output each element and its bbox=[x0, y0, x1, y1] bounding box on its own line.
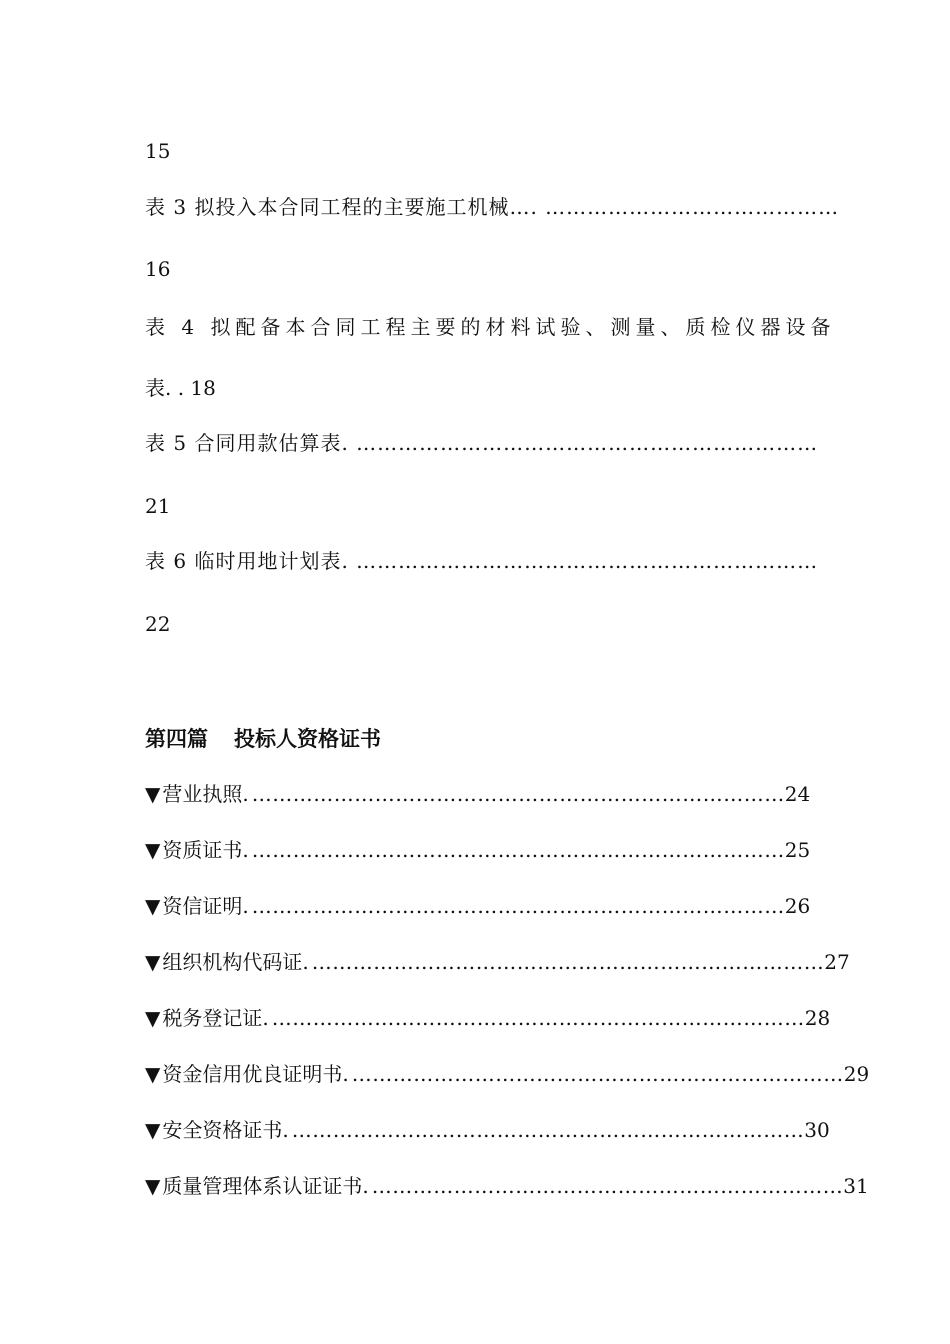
toc-page-number: 26 bbox=[784, 894, 811, 918]
toc-entry-qualification-certificate bbox=[145, 836, 811, 864]
toc-entry-label: ▼ 质量管理体系认证证书. bbox=[145, 1174, 369, 1198]
toc-entry-label: 表 5 合同用款估算表. bbox=[145, 431, 357, 455]
section-heading-title: 投标人资格证书 bbox=[234, 726, 381, 751]
toc-entry-business-license bbox=[145, 780, 811, 808]
toc-page-number: 31 bbox=[843, 1174, 869, 1198]
toc-leader-dots: ………………………………………………………… bbox=[356, 549, 819, 573]
toc-entry-label: ▼ 安全资格证书. bbox=[145, 1118, 289, 1142]
triangle-down-icon: ▼ bbox=[145, 782, 161, 806]
toc-page-number: 15 bbox=[145, 139, 171, 163]
toc-page-number: 22 bbox=[145, 612, 171, 636]
toc-entry-label: ▼ 组织机构代码证. bbox=[145, 950, 309, 974]
toc-entry-label: ▼ 资金信用优良证明书. bbox=[145, 1062, 349, 1086]
triangle-down-icon: ▼ bbox=[145, 1174, 161, 1198]
toc-leader-dots: …………………………………………………………………… bbox=[251, 894, 785, 918]
toc-entry-label: ▼ 资信证明. bbox=[145, 894, 249, 918]
toc-leader-dots: …………………………………… bbox=[545, 195, 840, 219]
toc-leader-dots: …………………………………………………………………… bbox=[251, 838, 785, 862]
toc-entry-quality-system-certificate bbox=[145, 1172, 869, 1200]
section-heading-number: 第四篇 bbox=[145, 726, 208, 751]
toc-entry-table-6 bbox=[145, 547, 819, 575]
toc-entry-table-3 bbox=[145, 193, 840, 221]
toc-leader-dots: …………………………………………………………………… bbox=[271, 1006, 805, 1030]
toc-entry-table-4 bbox=[145, 313, 836, 341]
section-heading bbox=[145, 724, 381, 754]
toc-entry-label: 表 3 拟投入本合同工程的主要施工机械…. bbox=[145, 195, 546, 219]
toc-leader-dots: ………………………………………………………………… bbox=[311, 950, 825, 974]
toc-entry-label: ▼ 资质证书. bbox=[145, 838, 249, 862]
toc-leader-dots: ……………………………………………………………… bbox=[351, 1062, 844, 1086]
toc-leader-dots: …………………………………………………………… bbox=[371, 1174, 844, 1198]
toc-entry-label: 表 6 临时用地计划表. bbox=[145, 549, 357, 573]
toc-page-number: 27 bbox=[824, 950, 850, 974]
toc-page-number: 24 bbox=[784, 782, 811, 806]
triangle-down-icon: ▼ bbox=[145, 1062, 161, 1086]
toc-entry-table-5 bbox=[145, 429, 819, 457]
toc-page-number: 30 bbox=[804, 1118, 830, 1142]
toc-entry-safety-certificate bbox=[145, 1116, 830, 1144]
toc-leader-dots: ………………………………………………………… bbox=[356, 431, 819, 455]
toc-page-number: 28 bbox=[804, 1006, 831, 1030]
toc-entry-label: 表 4 拟配备本合同工程主要的材料试验、测量、质检仪器设备 bbox=[145, 315, 836, 339]
toc-page-number: 25 bbox=[784, 838, 811, 862]
triangle-down-icon: ▼ bbox=[145, 838, 161, 862]
toc-entry-label: ▼ 税务登记证. bbox=[145, 1006, 269, 1030]
toc-entry-tax-registration bbox=[145, 1004, 831, 1032]
toc-page-number: 29 bbox=[843, 1062, 870, 1086]
toc-page-number: 21 bbox=[145, 494, 171, 518]
toc-leader-dots: ………………………………………………………………… bbox=[291, 1118, 805, 1142]
toc-page-number: 16 bbox=[145, 257, 171, 281]
toc-entry-good-credit-certificate bbox=[145, 1060, 870, 1088]
triangle-down-icon: ▼ bbox=[145, 1118, 161, 1142]
toc-entry-label: ▼ 营业执照. bbox=[145, 782, 249, 806]
toc-entry-organization-code bbox=[145, 948, 850, 976]
triangle-down-icon: ▼ bbox=[145, 1006, 161, 1030]
triangle-down-icon: ▼ bbox=[145, 894, 161, 918]
toc-entry-credit-certificate bbox=[145, 892, 811, 920]
toc-entry-continuation: 表. . 18 bbox=[145, 376, 216, 400]
toc-leader-dots: …………………………………………………………………… bbox=[251, 782, 785, 806]
triangle-down-icon: ▼ bbox=[145, 950, 161, 974]
